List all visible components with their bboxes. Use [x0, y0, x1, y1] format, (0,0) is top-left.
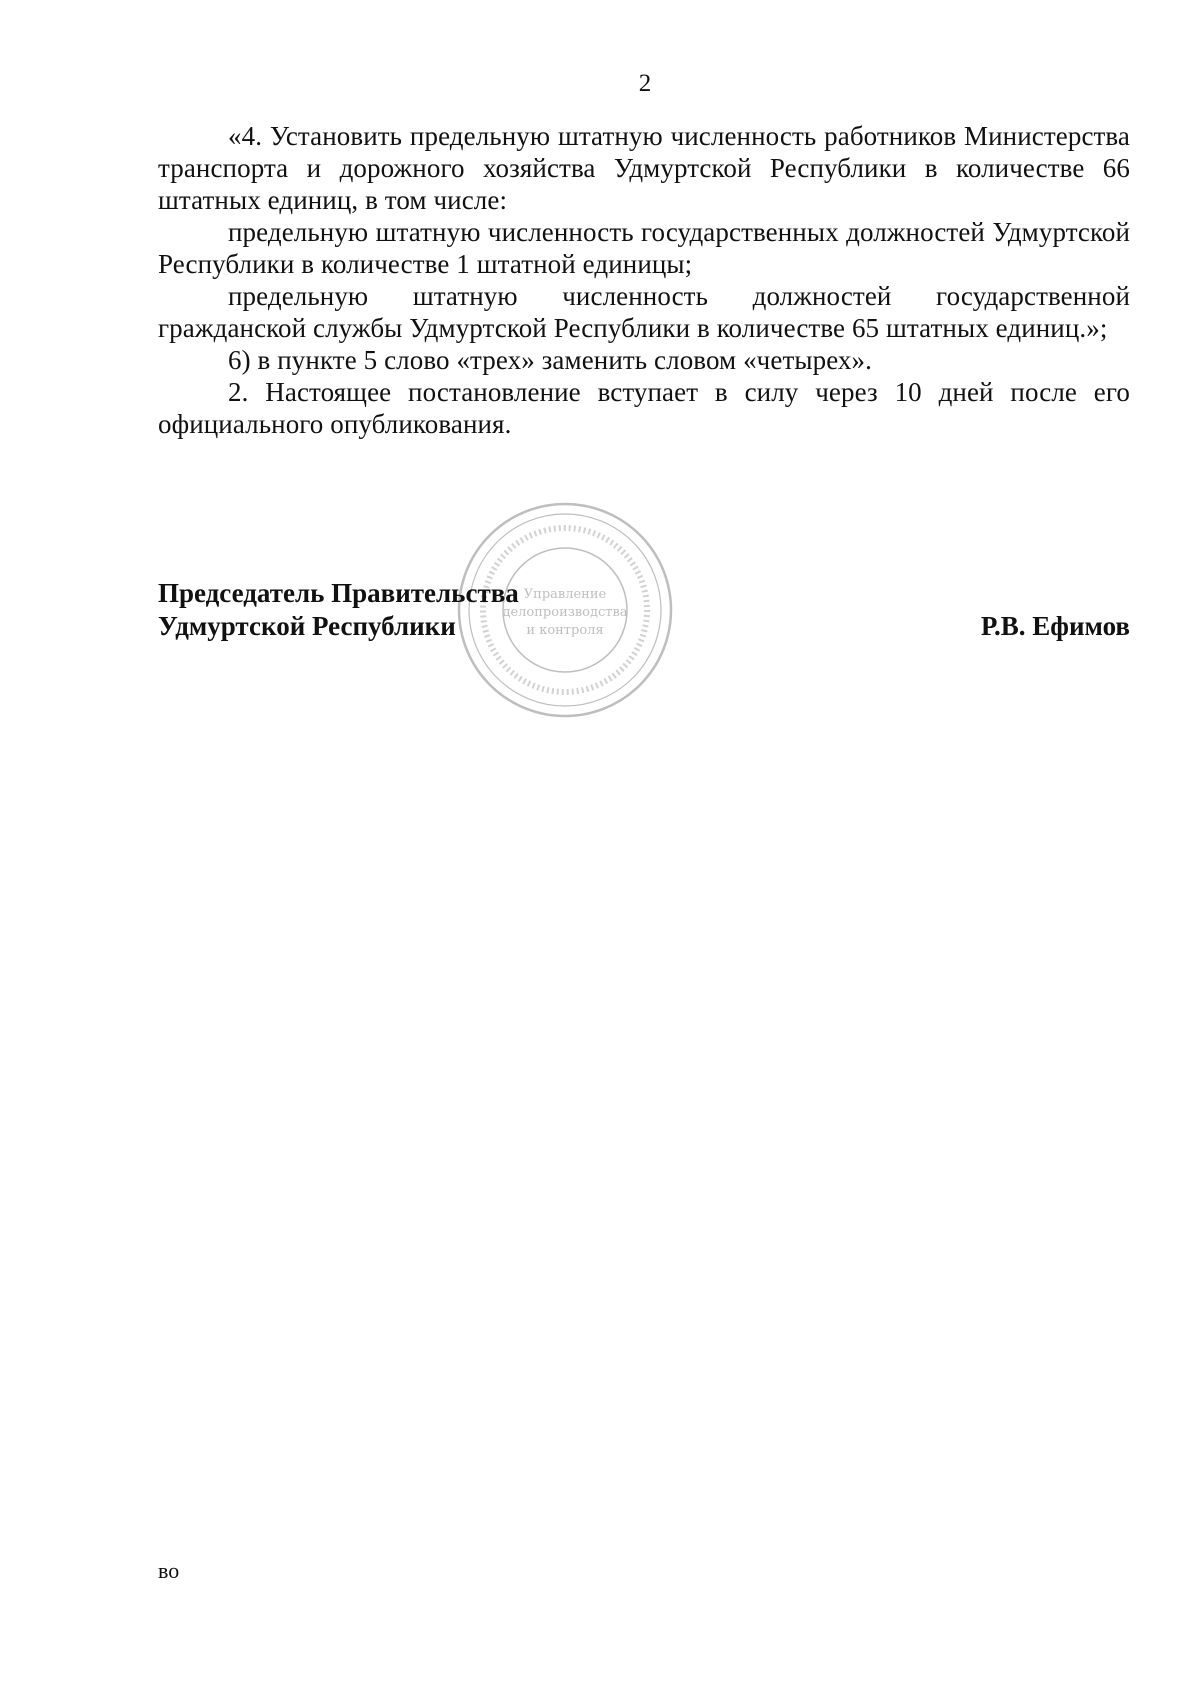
- paragraph-2: предельную штатную численность государственных должностей Удмуртской Республики в количестве 1 штатной единицы;: [158, 217, 1130, 279]
- paragraph-1: «4. Установить предельную штатную численность работников Министерства транспорта и дорожного хозяйства Удмуртской Республики в количестве 66 штатных единиц, в том числе:: [158, 121, 1130, 215]
- footer-code: во: [158, 1558, 180, 1583]
- signatory-title-line-2: Удмуртской Республики: [158, 611, 456, 641]
- paragraph-4: 6) в пункте 5 слово «трех» заменить словом «четырех».: [228, 345, 872, 375]
- document-body: [158, 120, 1130, 440]
- page-number: 2: [638, 70, 652, 97]
- signatory-title-line-1: Председатель Правительства: [158, 578, 519, 608]
- stamp-center-line-3: и контроля: [526, 623, 604, 638]
- paragraph-5: 2. Настоящее постановление вступает в силу через 10 дней после его официального опубликования.: [158, 377, 1130, 439]
- stamp-center-line-2: делопроизводства: [502, 605, 628, 620]
- stamp-center-line-1: Управление: [523, 587, 607, 602]
- signature-block: [158, 577, 1130, 643]
- paragraph-3: предельную штатную численность должностей государственной гражданской службы Удмуртской Республики в количестве 65 штатных единиц.»;: [158, 281, 1130, 343]
- signatory-name: Р.В. Ефимов: [980, 611, 1130, 641]
